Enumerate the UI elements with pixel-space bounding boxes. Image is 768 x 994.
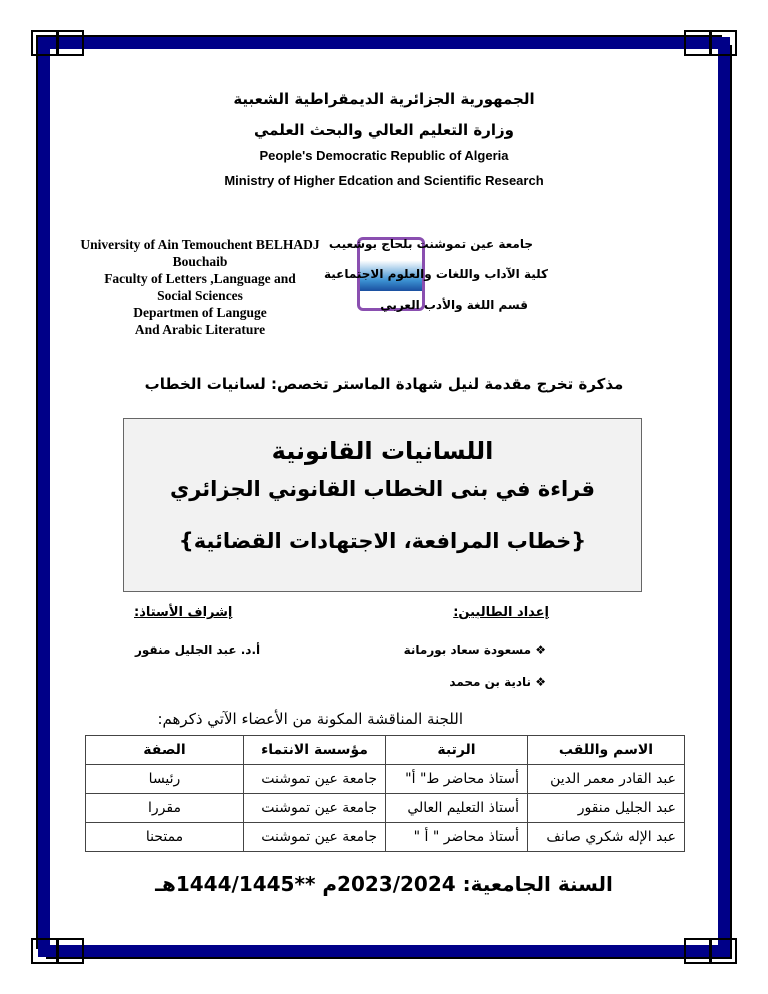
cell: جامعة عين تموشنت — [244, 765, 386, 794]
main-title: اللسانيات القانونية — [271, 437, 494, 465]
table-header — [86, 736, 685, 765]
header-cell: الاسم واللقب — [528, 736, 685, 765]
department-ar: قسم اللغة والأدب العربي — [380, 298, 528, 312]
memo-line: مذكرة تخرج مقدمة لنيل شهادة الماستر تخصص: لسانيات الخطاب — [144, 375, 624, 393]
uni-en-line: And Arabic Literature — [134, 322, 266, 337]
bullet-icon: ❖ — [531, 675, 546, 689]
cell: مقررا — [86, 794, 244, 823]
header-cell: مؤسسة الانتماء — [244, 736, 386, 765]
table-row — [86, 765, 685, 794]
student-item — [404, 643, 546, 657]
student-name: نادية بن محمد — [449, 675, 532, 689]
cell: رئيسا — [86, 765, 244, 794]
corner-ornament — [709, 938, 737, 964]
corner-ornament — [31, 938, 59, 964]
university-en — [60, 236, 340, 338]
committee-intro: اللجنة المناقشة المكونة من الأعضاء الآتي ذكرهم: — [157, 710, 463, 728]
bullet-icon: ❖ — [531, 643, 546, 657]
uni-en-line: Departmen of Languge — [133, 305, 267, 320]
academic-year: السنة الجامعية: 2023/2024م **1444/1445هـ — [155, 872, 613, 896]
cell: أستاذ محاضر ط" أ" — [386, 765, 528, 794]
supervisor-name: أ.د. عبد الجليل منقور — [135, 643, 261, 657]
corner-ornament — [31, 30, 59, 56]
header-cell: الرتبة — [386, 736, 528, 765]
corner-ornament — [56, 30, 84, 56]
supervisor-label: إشراف الأستاذ: — [134, 605, 233, 620]
university-ar: جامعة عين تموشنت بلحاج بوشعيب — [328, 237, 533, 251]
corner-ornament — [709, 30, 737, 56]
table-row — [86, 823, 685, 852]
cell: ممتحنا — [86, 823, 244, 852]
corner-ornament — [56, 938, 84, 964]
uni-en-line: Bouchaib — [172, 254, 228, 269]
bracket-title: {خطاب المرافعة، الاجتهادات القضائية} — [178, 529, 587, 553]
cell: أستاذ محاضر " أ " — [386, 823, 528, 852]
header-cell: الصفة — [86, 736, 244, 765]
ministry-ar: وزارة التعليم العالي والبحث العلمي — [253, 121, 515, 139]
cell: عبد القادر معمر الدين — [528, 765, 685, 794]
uni-en-line: University of Ain Temouchent BELHADJ — [80, 237, 320, 252]
country-ar: الجمهورية الجزائرية الديمقراطية الشعبية — [233, 90, 535, 108]
students-label: إعداد الطالبين: — [453, 605, 549, 620]
student-name: مسعودة سعاد بورمانة — [403, 643, 532, 657]
uni-en-line: Faculty of Letters ,Language and — [104, 271, 296, 286]
ministry-en: Ministry of Higher Edcation and Scientific Research — [224, 173, 544, 188]
student-item — [449, 675, 546, 689]
cell: عبد الإله شكري صانف — [528, 823, 685, 852]
uni-en-line: Social Sciences — [157, 288, 243, 303]
table-row — [86, 794, 685, 823]
corner-ornament — [684, 30, 712, 56]
committee-table — [85, 735, 685, 852]
country-en: People's Democratic Republic of Algeria — [259, 148, 509, 163]
corner-ornament — [684, 938, 712, 964]
cell: جامعة عين تموشنت — [244, 823, 386, 852]
cell: جامعة عين تموشنت — [244, 794, 386, 823]
title-box — [123, 418, 642, 592]
faculty-ar: كلية الآداب واللغات والعلوم الاجتماعية — [323, 267, 548, 281]
cell: عبد الجليل منقور — [528, 794, 685, 823]
cell: أستاذ التعليم العالي — [386, 794, 528, 823]
sub-title: قراءة في بنى الخطاب القانوني الجزائري — [169, 477, 595, 501]
